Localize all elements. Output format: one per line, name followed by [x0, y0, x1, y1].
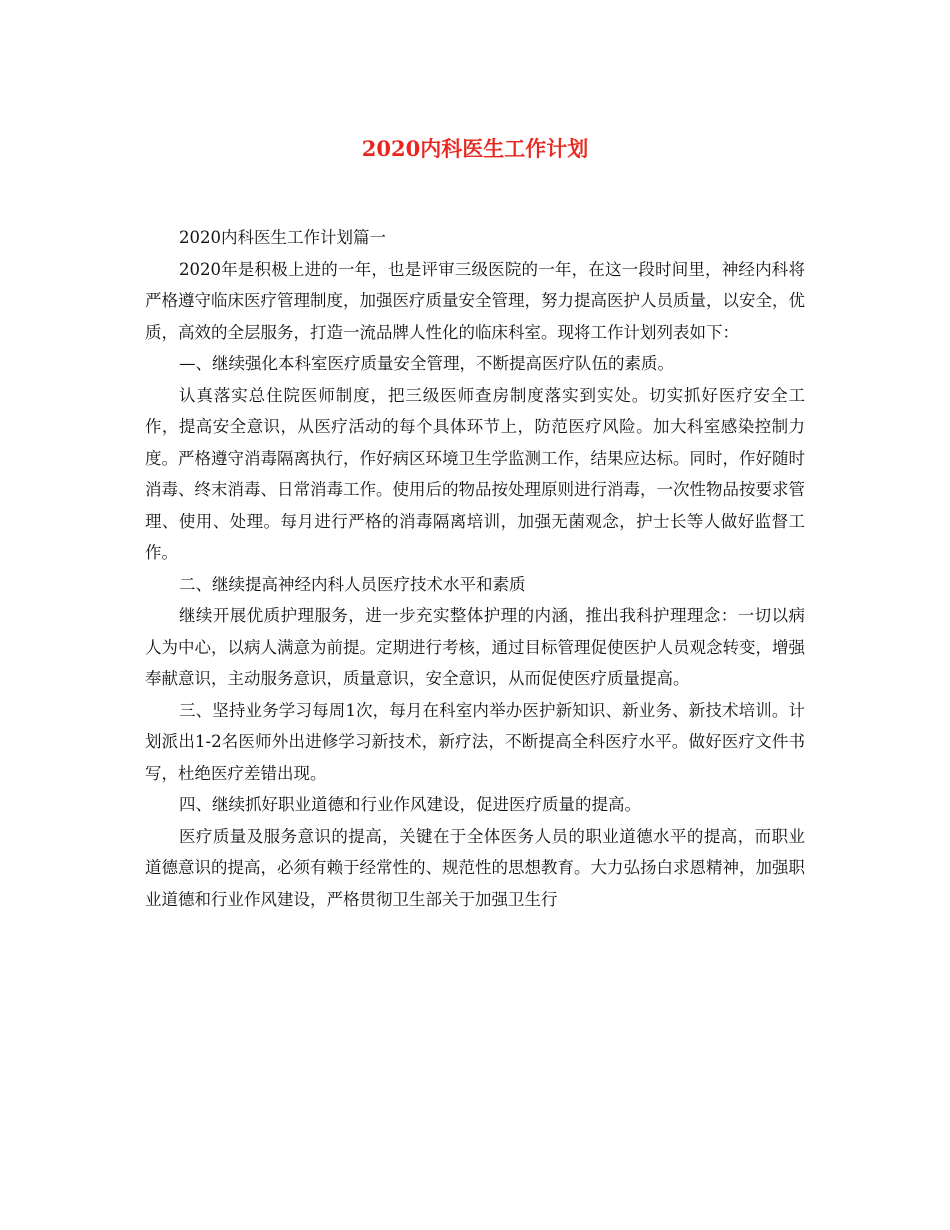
- body-paragraph: 2020年是积极上进的一年，也是评审三级医院的一年，在这一段时间里，神经内科将严格遵守临床医疗管理制度，加强医疗质量安全管理，努力提高医护人员质量，以安全，优质，高效的全层服务，打造一流品牌人性化的临床科室。现将工作计划列表如下：: [145, 259, 805, 342]
- document-body: [145, 222, 805, 915]
- document-title: 2020内科医生工作计划: [361, 136, 589, 161]
- body-paragraph: 认真落实总住院医师制度，把三级医师查房制度落实到实处。切实抓好医疗安全工作，提高安全意识，从医疗活动的每个具体环节上，防范医疗风险。加大科室感染控制力度。严格遵守消毒隔离执行，作好病区环境卫生学监测工作，结果应达标。同时，作好随时消毒、终末消毒、日常消毒工作。使用后的物品按处理原则进行消毒，一次性物品按要求管理、使用、处理。每月进行严格的消毒隔离培训，加强无菌观念，护士长等人做好监督工作。: [145, 385, 805, 562]
- body-paragraph: 三、坚持业务学习每周1次，每月在科室内举办医护新知识、新业务、新技术培训。计划派出1-2名医师外出进修学习新技术，新疗法，不断提高全科医疗水平。做好医疗文件书写，杜绝医疗差错出现。: [145, 700, 805, 783]
- section-heading: 二、继续提高神经内科人员医疗技术水平和素质: [179, 574, 526, 594]
- body-paragraph: 医疗质量及服务意识的提高，关键在于全体医务人员的职业道德水平的提高，而职业道德意识的提高，必须有赖于经常性的、规范性的思想教育。大力弘扬白求恩精神，加强职业道德和行业作风建设，严格贯彻卫生部关于加强卫生行: [145, 826, 805, 909]
- section-heading: —、继续强化本科室医疗质量安全管理，不断提高医疗队伍的素质。: [179, 354, 674, 373]
- section-heading: 四、继续抓好职业道德和行业作风建设，促进医疗质量的提高。: [179, 795, 641, 814]
- body-paragraph: 继续开展优质护理服务，进一步充实整体护理的内涵，推出我科护理理念：一切以病人为中心，以病人满意为前提。定期进行考核，通过目标管理促使医护人员观念转变，增强奉献意识，主动服务意识，质量意识，安全意识，从而促使医疗质量提高。: [145, 606, 805, 688]
- section-heading: 2020内科医生工作计划篇一: [179, 228, 386, 247]
